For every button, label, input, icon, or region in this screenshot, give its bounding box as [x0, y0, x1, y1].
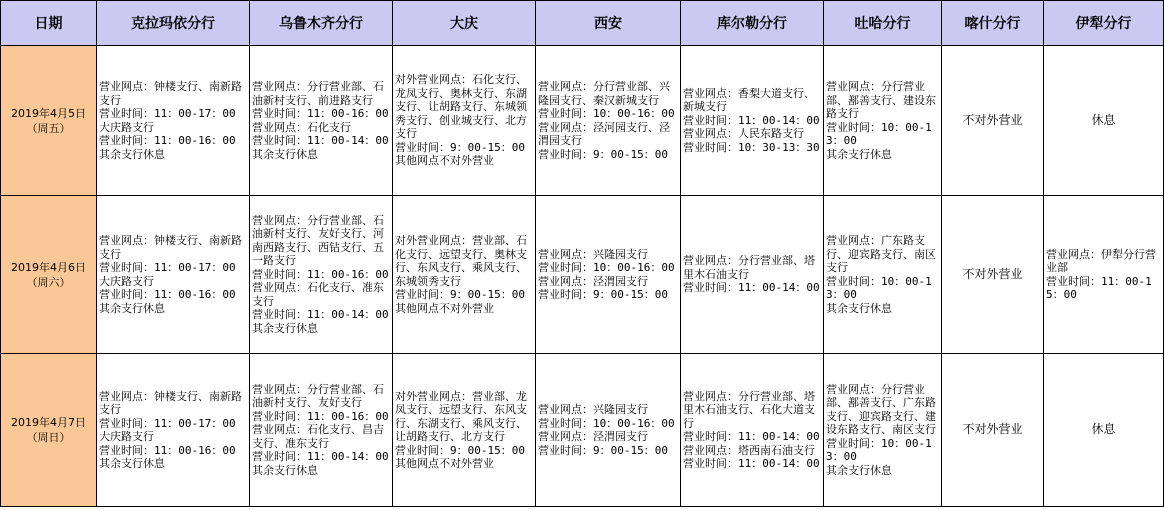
- cell-line: 营业网点：广东路支行、迎宾路支行、南区支行: [826, 234, 936, 274]
- cell-line: 营业时间：9：00-15：00: [538, 443, 668, 457]
- date-text: 2019年4月5日: [11, 106, 86, 120]
- header-xian: 西安: [536, 1, 681, 46]
- karamay-cell: [97, 46, 250, 196]
- cell-line: 营业网点：分行营业部、兴隆园支行、秦汉新城支行: [538, 80, 670, 107]
- header-kashgar: 喀什分行: [942, 1, 1044, 46]
- table-row: [1, 196, 1164, 354]
- cell-line: 营业时间：11：00-16：00: [99, 134, 236, 147]
- cell-line: 其他网点不对外营业: [395, 301, 494, 315]
- korla-cell: [681, 196, 824, 354]
- daqing-cell: [393, 354, 536, 507]
- cell-line: 对外营业网点：营业部、龙凤支行、远望支行、东风支行、东湖支行、乘风支行、让胡路支行、北方支行: [395, 389, 527, 443]
- urumqi-cell: [250, 354, 393, 507]
- cell-line: 营业网点：兴隆园支行: [538, 403, 648, 416]
- cell-line: 营业网点：塔西南石油支行: [683, 443, 815, 457]
- header-korla: 库尔勒分行: [681, 1, 824, 46]
- cell-line: 其余支行休息: [252, 321, 318, 335]
- cell-line: 营业时间：11：00-17：00: [99, 261, 236, 274]
- turpan-hami-cell: [824, 46, 942, 196]
- cell-line: 营业时间：9：00-15：00: [395, 140, 525, 154]
- daqing-cell: [393, 196, 536, 354]
- cell-line: 大庆路支行: [99, 120, 154, 134]
- header-turpan-hami: 吐哈分行: [824, 1, 942, 46]
- cell-line: 营业时间：11：00-14：00: [683, 113, 820, 127]
- xian-cell: [536, 196, 681, 354]
- xian-cell: [536, 354, 681, 507]
- cell-line: 对外营业网点：营业部、石化支行、远望支行、奥林支行、东风支行、乘风支行、东城领秀支行: [395, 234, 527, 288]
- cell-line: 营业网点：石化支行、昌吉支行、准东支行: [252, 423, 384, 450]
- korla-cell: [681, 46, 824, 196]
- header-row: [1, 1, 1164, 46]
- cell-line: 营业时间：9：00-15：00: [538, 147, 668, 161]
- header-daqing: 大庆: [393, 1, 536, 46]
- cell-line: 营业时间：11：00-14：00: [252, 308, 389, 322]
- korla-cell: [681, 354, 824, 507]
- cell-line: 营业网点：石化支行: [252, 120, 351, 134]
- karamay-cell: [97, 354, 250, 507]
- cell-line: 营业时间：11：00-14：00: [252, 450, 389, 464]
- cell-line: 营业时间：11：00-14：00: [252, 134, 389, 147]
- cell-line: 其他网点不对外营业: [395, 457, 494, 470]
- date-text: 2019年4月6日: [11, 260, 86, 274]
- urumqi-cell: [250, 46, 393, 196]
- cell-line: 营业时间：11：00-16：00: [252, 409, 389, 423]
- cell-line: 营业网点：分行营业部、塔里木石油支行、石化大道支行: [683, 389, 815, 430]
- karamay-cell: [97, 196, 250, 354]
- cell-line: 营业网点：泾渭园支行: [538, 274, 648, 288]
- cell-line: 营业网点：分行营业部、石油新村支行、友好支行、河南西路支行、西钻支行、五一路支行: [252, 213, 384, 268]
- cell-line: 营业网点：分行营业部、鄯善支行、广东路支行、迎宾路支行、建设东路支行、南区支行: [826, 382, 936, 437]
- cell-line: 其他网点不对外营业: [395, 154, 494, 168]
- cell-line: 营业网点：泾渭园支行: [538, 430, 648, 443]
- date-text: 2019年4月7日: [11, 416, 86, 429]
- cell-line: 大庆路支行: [99, 274, 154, 288]
- cell-line: 休息: [1091, 112, 1116, 127]
- cell-line: 对外营业网点：石化支行、龙凤支行、奥林支行、东湖支行、让胡路支行、东城领秀支行、创业城支行、北方支行: [395, 73, 527, 141]
- ili-cell: [1044, 46, 1164, 196]
- weekday-text: （周六）: [26, 275, 71, 289]
- cell-line: 其余支行休息: [826, 301, 892, 315]
- kashgar-cell: [942, 196, 1044, 354]
- cell-line: 营业时间：11：00-14：00: [683, 430, 820, 443]
- turpan-hami-cell: [824, 354, 942, 507]
- cell-line: 营业时间：10：30-13：30: [683, 140, 820, 154]
- cell-line: 营业网点：香梨大道支行、新城支行: [683, 86, 815, 114]
- cell-line: 其余支行休息: [99, 301, 165, 315]
- ili-cell: [1044, 196, 1164, 354]
- cell-line: 其余支行休息: [99, 147, 165, 161]
- cell-line: 营业时间：10：00-16：00: [538, 107, 675, 120]
- cell-line: 营业网点：钟楼支行、南新路支行: [99, 389, 242, 416]
- cell-line: 不对外营业: [962, 112, 1023, 127]
- cell-line: 营业网点：伊犁分行营业部: [1046, 247, 1156, 274]
- cell-line: 营业网点：钟楼支行、南新路支行: [99, 80, 242, 107]
- cell-line: 其余支行休息: [99, 457, 165, 470]
- date-cell: [1, 46, 97, 196]
- cell-line: 其余支行休息: [252, 147, 318, 161]
- cell-line: 大庆路支行: [99, 430, 154, 443]
- cell-line: 营业网点：分行营业部、石油新村支行、前进路支行: [252, 80, 384, 107]
- cell-line: 营业网点：人民东路支行: [683, 127, 804, 141]
- cell-line: 营业网点：钟楼支行、南新路支行: [99, 234, 242, 261]
- cell-line: 营业时间：10：00-16：00: [538, 261, 675, 274]
- weekday-text: （周五）: [26, 121, 71, 135]
- urumqi-cell: [250, 196, 393, 354]
- turpan-hami-cell: [824, 196, 942, 354]
- cell-line: 营业网点：分行营业部、塔里木石油支行: [683, 254, 815, 281]
- cell-line: 营业时间：9：00-15：00: [395, 288, 525, 301]
- cell-line: 其余支行休息: [826, 147, 892, 161]
- cell-line: 其余支行休息: [252, 463, 318, 477]
- cell-line: 营业时间：11：00-17：00: [99, 416, 236, 430]
- cell-line: 营业时间：11：00-16：00: [252, 107, 389, 120]
- cell-line: 不对外营业: [962, 422, 1023, 437]
- header-urumqi: 乌鲁木齐分行: [250, 1, 393, 46]
- cell-line: 不对外营业: [962, 266, 1023, 281]
- kashgar-cell: [942, 46, 1044, 196]
- ili-cell: [1044, 354, 1164, 507]
- cell-line: 营业时间：10：00-16：00: [538, 416, 675, 430]
- cell-line: 营业时间：11：00-15：00: [1046, 274, 1152, 301]
- cell-line: 营业时间：9：00-15：00: [538, 288, 668, 301]
- date-cell: [1, 354, 97, 507]
- cell-line: 营业时间：9：00-15：00: [395, 443, 525, 457]
- cell-line: 营业时间：10：00-13：00: [826, 436, 932, 464]
- cell-line: 营业网点：石化支行、准东支行: [252, 281, 384, 308]
- cell-line: 营业时间：11：00-17：00: [99, 107, 236, 120]
- weekday-text: （周日）: [26, 431, 71, 444]
- cell-line: 营业网点：泾河园支行、泾渭园支行: [538, 120, 670, 147]
- cell-line: 营业时间：11：00-16：00: [99, 443, 236, 457]
- cell-line: 营业网点：分行营业部、石油新村支行、友好支行: [252, 382, 384, 410]
- table-row: [1, 46, 1164, 196]
- cell-line: 营业时间：10：00-13：00: [826, 274, 932, 301]
- daqing-cell: [393, 46, 536, 196]
- cell-line: 营业网点：分行营业部、鄯善支行、建设东路支行: [826, 80, 936, 120]
- cell-line: 营业时间：11：00-14：00: [683, 457, 820, 470]
- cell-line: 营业时间：11：00-14：00: [683, 281, 820, 295]
- cell-line: 营业时间：11：00-16：00: [99, 288, 236, 301]
- cell-line: 营业时间：11：00-16：00: [252, 267, 389, 281]
- header-date: 日期: [1, 1, 97, 46]
- kashgar-cell: [942, 354, 1044, 507]
- table-row: [1, 354, 1164, 507]
- cell-line: 营业时间：10：00-13：00: [826, 120, 932, 147]
- cell-line: 营业网点：兴隆园支行: [538, 247, 648, 261]
- cell-line: 休息: [1091, 422, 1116, 437]
- header-ili: 伊犁分行: [1044, 1, 1164, 46]
- header-karamay: 克拉玛依分行: [97, 1, 250, 46]
- xian-cell: [536, 46, 681, 196]
- date-cell: [1, 196, 97, 354]
- cell-line: 其余支行休息: [826, 463, 892, 477]
